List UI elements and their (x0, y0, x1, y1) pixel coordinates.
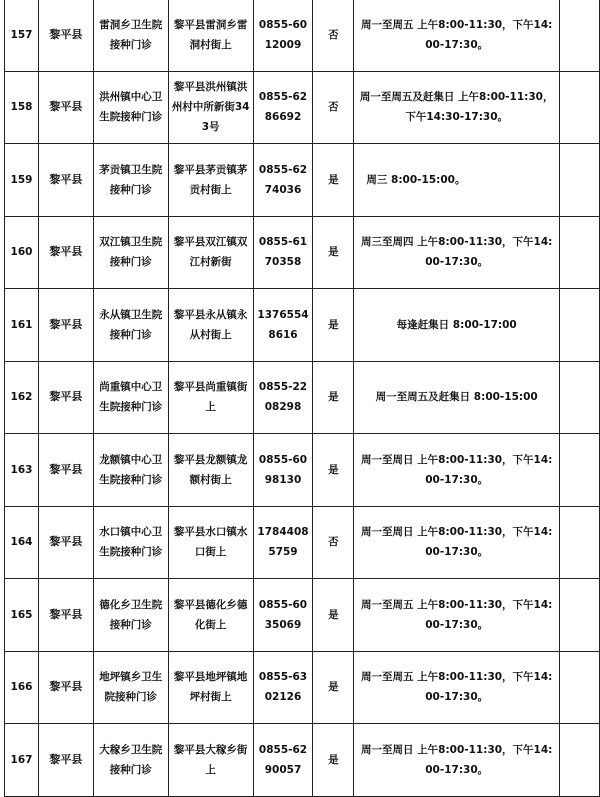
appointment-required: 是 (313, 216, 354, 289)
appointment-required: 是 (313, 651, 354, 724)
service-hours: 周三 8:00-15:00。 (354, 144, 560, 217)
appointment-required: 否 (313, 506, 354, 579)
county: 黎平县 (38, 71, 93, 144)
row-number: 167 (5, 724, 39, 797)
service-hours: 每逢赶集日 8:00-17:00 (354, 289, 560, 362)
empty-cell (560, 361, 600, 434)
clinic-name: 地坪镇乡卫生院接种门诊 (93, 651, 168, 724)
service-hours: 周一至周五 上午8:00-11:30，下午14:00-17:30。 (354, 0, 560, 71)
appointment-required: 否 (313, 71, 354, 144)
clinic-name: 洪州镇中心卫生院接种门诊 (93, 71, 168, 144)
county: 黎平县 (38, 216, 93, 289)
clinic-address: 黎平县雷洞乡雷洞村街上 (168, 0, 253, 71)
appointment-required: 是 (313, 361, 354, 434)
phone-number: 17844085759 (253, 506, 313, 579)
row-number: 164 (5, 506, 39, 579)
table-row (5, 651, 600, 724)
empty-cell (560, 216, 600, 289)
county: 黎平县 (38, 724, 93, 797)
empty-cell (560, 144, 600, 217)
county: 黎平县 (38, 579, 93, 652)
phone-number: 0855-6098130 (253, 434, 313, 507)
clinic-name: 龙额镇中心卫生院接种门诊 (93, 434, 168, 507)
phone-number: 0855-6302126 (253, 651, 313, 724)
empty-cell (560, 289, 600, 362)
row-number: 161 (5, 289, 39, 362)
service-hours: 周一至周日 上午8:00-11:30，下午14:00-17:30。 (354, 434, 560, 507)
row-number: 166 (5, 651, 39, 724)
service-hours: 周三至周四 上午8:00-11:30，下午14:00-17:30。 (354, 216, 560, 289)
empty-cell (560, 651, 600, 724)
row-number: 159 (5, 144, 39, 217)
appointment-required: 是 (313, 144, 354, 217)
appointment-required: 是 (313, 724, 354, 797)
phone-number: 0855-6035069 (253, 579, 313, 652)
row-number: 162 (5, 361, 39, 434)
appointment-required: 是 (313, 289, 354, 362)
county: 黎平县 (38, 0, 93, 71)
phone-number: 0855-2208298 (253, 361, 313, 434)
clinic-address: 黎平县洪州镇洪州村中所新街343号 (168, 71, 253, 144)
clinic-name: 雷洞乡卫生院接种门诊 (93, 0, 168, 71)
empty-cell (560, 724, 600, 797)
county: 黎平县 (38, 289, 93, 362)
clinic-name: 永从镇卫生院接种门诊 (93, 289, 168, 362)
clinic-address: 黎平县茅贡镇茅贡村街上 (168, 144, 253, 217)
service-hours: 周一至周日 上午8:00-11:30，下午14:00-17:30。 (354, 724, 560, 797)
table-row (5, 0, 600, 71)
appointment-required: 是 (313, 579, 354, 652)
service-hours: 周一至周五及赶集日 8:00-15:00 (354, 361, 560, 434)
row-number: 157 (5, 0, 39, 71)
county: 黎平县 (38, 144, 93, 217)
service-hours: 周一至周日 上午8:00-11:30，下午14:00-17:30。 (354, 506, 560, 579)
row-number: 165 (5, 579, 39, 652)
clinic-address: 黎平县永从镇永从村街上 (168, 289, 253, 362)
table-row (5, 289, 600, 362)
service-hours: 周一至周五 上午8:00-11:30，下午14:00-17:30。 (354, 651, 560, 724)
clinic-address: 黎平县大稼乡街上 (168, 724, 253, 797)
clinic-address: 黎平县地坪镇地坪村街上 (168, 651, 253, 724)
appointment-required: 否 (313, 0, 354, 71)
appointment-required: 是 (313, 434, 354, 507)
table-row (5, 579, 600, 652)
empty-cell (560, 506, 600, 579)
empty-cell (560, 579, 600, 652)
row-number: 158 (5, 71, 39, 144)
table-row (5, 724, 600, 797)
empty-cell (560, 0, 600, 71)
clinic-address: 黎平县双江镇双江村新街 (168, 216, 253, 289)
clinic-address: 黎平县德化乡德化街上 (168, 579, 253, 652)
clinic-name: 大稼乡卫生院接种门诊 (93, 724, 168, 797)
county: 黎平县 (38, 361, 93, 434)
phone-number: 0855-6286692 (253, 71, 313, 144)
clinic-name: 水口镇中心卫生院接种门诊 (93, 506, 168, 579)
clinic-name: 茅贡镇卫生院接种门诊 (93, 144, 168, 217)
county: 黎平县 (38, 651, 93, 724)
phone-number: 0855-6170358 (253, 216, 313, 289)
table-row (5, 216, 600, 289)
table-row (5, 506, 600, 579)
clinic-name: 双江镇卫生院接种门诊 (93, 216, 168, 289)
clinic-address: 黎平县尚重镇街上 (168, 361, 253, 434)
county: 黎平县 (38, 434, 93, 507)
phone-number: 0855-6012009 (253, 0, 313, 71)
phone-number: 13765548616 (253, 289, 313, 362)
clinic-address: 黎平县水口镇水口街上 (168, 506, 253, 579)
clinic-name: 尚重镇中心卫生院接种门诊 (93, 361, 168, 434)
table-row (5, 144, 600, 217)
table-row (5, 71, 600, 144)
county: 黎平县 (38, 506, 93, 579)
clinic-address: 黎平县龙额镇龙额村街上 (168, 434, 253, 507)
table-row (5, 434, 600, 507)
row-number: 160 (5, 216, 39, 289)
service-hours: 周一至周五 上午8:00-11:30，下午14:00-17:30。 (354, 579, 560, 652)
empty-cell (560, 434, 600, 507)
empty-cell (560, 71, 600, 144)
phone-number: 0855-6290057 (253, 724, 313, 797)
clinic-name: 德化乡卫生院接种门诊 (93, 579, 168, 652)
phone-number: 0855-6274036 (253, 144, 313, 217)
vaccination-clinic-table (4, 0, 600, 797)
service-hours: 周一至周五及赶集日 上午8:00-11:30，下午14:30-17:30。 (354, 71, 560, 144)
table-row (5, 361, 600, 434)
row-number: 163 (5, 434, 39, 507)
